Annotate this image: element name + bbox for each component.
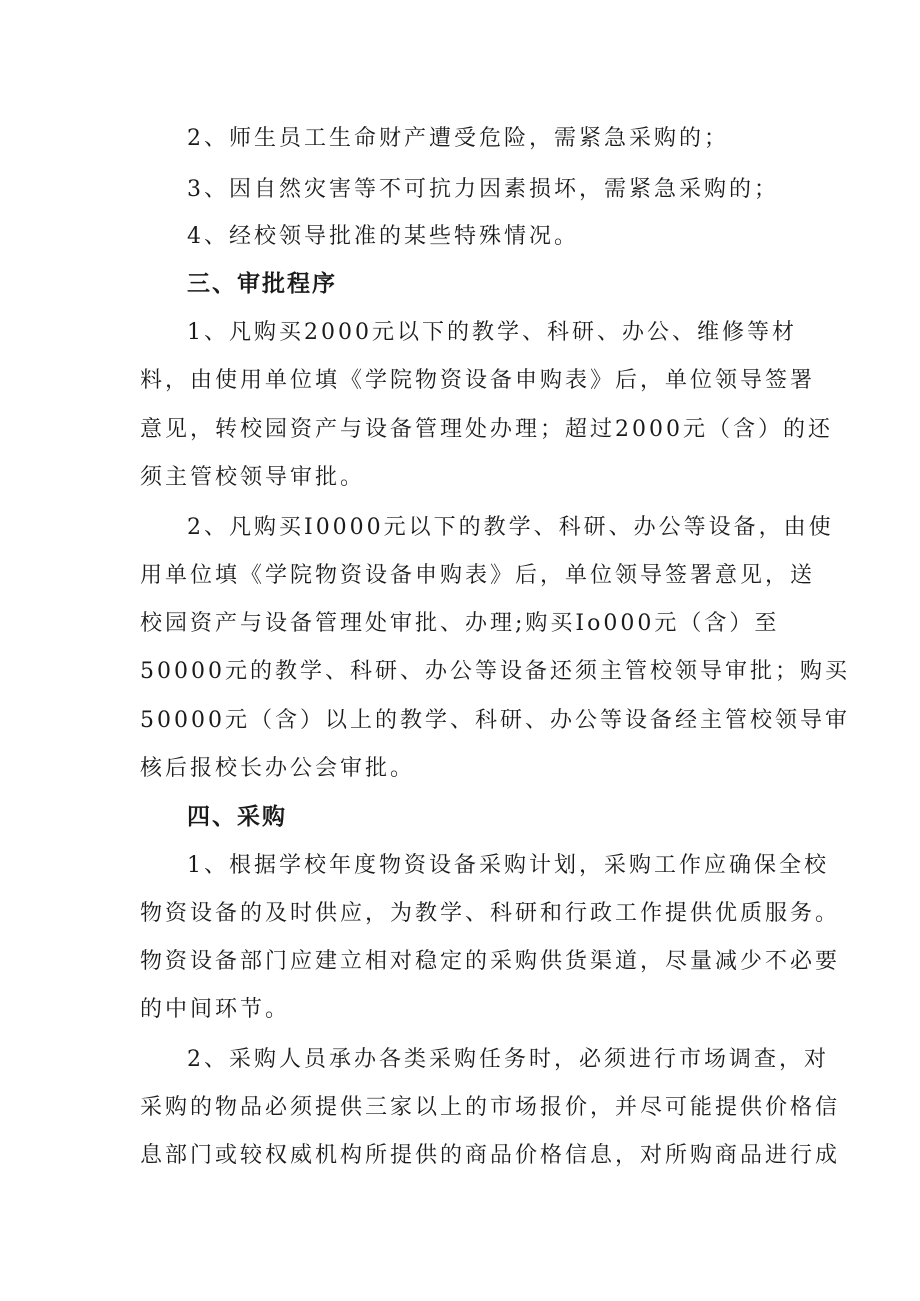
paragraph-line: 校园资产与设备管理处审批、办理;购买Io000元（含）至 [140, 611, 780, 636]
section-heading-approval: 三、审批程序 [187, 271, 337, 297]
paragraph-line: 须主管校领导审批。 [140, 465, 366, 490]
paragraph-line: 物资设备的及时供应，为教学、科研和行政工作提供优质服务。 [140, 901, 841, 926]
paragraph-line: 50000元（含）以上的教学、科研、办公等设备经主管校领导审 [140, 708, 850, 733]
paragraph-line: 料，由使用单位填《学院物资设备申购表》后，单位领导签署 [140, 368, 816, 393]
paragraph-line: 意见，转校园资产与设备管理处办理；超过2000元（含）的还 [140, 417, 833, 442]
paragraph-line: 物资设备部门应建立相对稳定的采购供货渠道，尽量减少不必要 [140, 949, 841, 974]
paragraph-line: 用单位填《学院物资设备申购表》后，单位领导签署意见，送 [140, 563, 816, 588]
paragraph-line: 2、凡购买I0000元以下的教学、科研、办公等设备，由使 [187, 515, 834, 540]
paragraph-line: 50000元的教学、科研、办公等设备还须主管校领导审批；购买 [140, 659, 850, 684]
paragraph-line: 采购的物品必须提供三家以上的市场报价，并尽可能提供价格信 [140, 1095, 841, 1120]
list-item-4: 4、经校领导批准的某些特殊情况。 [187, 224, 579, 249]
paragraph-line: 息部门或较权威机构所提供的商品价格信息，对所购商品进行成 [140, 1143, 841, 1168]
section-heading-procurement: 四、采购 [187, 804, 287, 830]
list-item-2: 2、师生员工生命财产遭受危险，需紧急采购的； [187, 126, 729, 151]
paragraph-line: 核后报校长办公会审批。 [140, 756, 416, 781]
paragraph-line: 1、根据学校年度物资设备采购计划，采购工作应确保全校 [187, 853, 829, 878]
paragraph-line: 2、采购人员承办各类采购任务时，必须进行市场调查，对 [187, 1047, 829, 1072]
paragraph-line: 的中间环节。 [140, 997, 291, 1022]
paragraph-line: 1、凡购买2000元以下的教学、科研、办公、维修等材 [187, 320, 797, 345]
list-item-3: 3、因自然灾害等不可抗力因素损坏，需紧急采购的； [187, 177, 779, 202]
